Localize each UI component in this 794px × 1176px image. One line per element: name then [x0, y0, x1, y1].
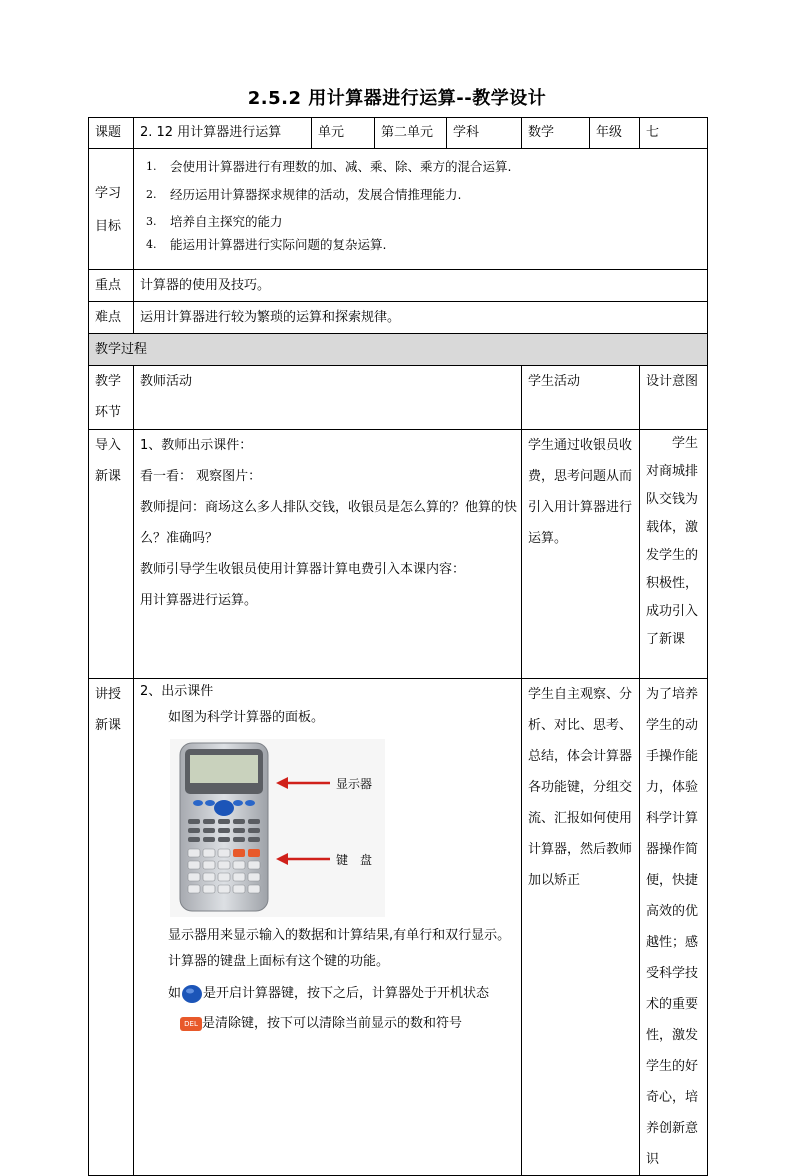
teacher-column-header [134, 366, 522, 430]
difficulty-label: 难点 [89, 302, 134, 334]
subject-label: 学科 [447, 118, 522, 149]
objective-number: 1. [146, 160, 157, 173]
objectives-label [89, 149, 134, 270]
intro-teacher-line: 教师引导学生收银员使用计算器计算电费引入本课内容： [140, 562, 466, 577]
intro-row [89, 430, 708, 679]
difficulty-row [89, 302, 708, 334]
header-row [89, 118, 708, 149]
intro-teacher-line: 看一看： 观察图片： [140, 469, 262, 484]
intro-stage [89, 430, 134, 679]
intro-student-activity [522, 430, 640, 679]
lecture-row [89, 679, 708, 1176]
grade-value: 七 [640, 118, 708, 149]
student-column-header [522, 366, 640, 430]
stage-header-line1: 教学 [95, 374, 122, 389]
key-point-label: 重点 [89, 270, 134, 302]
calculator-icon [170, 739, 385, 917]
teacher-header-text: 教师活动 [140, 374, 193, 389]
intro-stage-line1: 导入 [95, 438, 122, 453]
design-column-header [640, 366, 708, 430]
objectives-label-line2: 目标 [95, 219, 122, 234]
lecture-teacher-line3: 显示器用来显示输入的数据和计算结果,有单行和双行显示。计算器的键盘上面标有这个键的功能。 [168, 928, 511, 969]
lecture-stage-line2: 新课 [95, 718, 122, 733]
objective-item [140, 153, 707, 181]
lecture-teacher-activity [134, 679, 522, 1176]
design-header-text: 设计意图 [646, 374, 699, 389]
display-label: 显示器 [336, 777, 373, 791]
objective-text: 能运用计算器进行实际问题的复杂运算. [170, 237, 387, 252]
lecture-student-activity [522, 679, 640, 1176]
objective-text: 会使用计算器进行有理数的加、减、乘、除、乘方的混合运算. [170, 159, 512, 174]
unit-value: 第二单元 [375, 118, 447, 149]
intro-teacher-lines [140, 430, 521, 616]
intro-student-text: 学生通过收银员收费，思考问题从而引入用计算器进行运算。 [528, 438, 633, 546]
lecture-teacher-line1: 2、出示课件 [140, 684, 214, 699]
objective-number: 2. [146, 188, 157, 201]
lecture-design-intent [640, 679, 708, 1176]
subject-value: 数学 [522, 118, 590, 149]
line4-suffix: 是开启计算器键，按下之后，计算器处于开机状态 [203, 986, 490, 1001]
del-key-icon: DEL [180, 1017, 202, 1031]
objective-item [140, 181, 707, 209]
key-point-row [89, 270, 708, 302]
lecture-teacher-line4 [140, 979, 521, 1009]
grade-label: 年级 [590, 118, 640, 149]
intro-design-intent [640, 430, 708, 679]
objective-item [140, 235, 707, 255]
lesson-plan-table [88, 117, 708, 1176]
calculator-figure [170, 739, 385, 917]
power-button-icon [181, 983, 203, 1005]
stage-column-header [89, 366, 134, 430]
objective-number: 3. [146, 215, 157, 228]
objective-text: 培养自主探究的能力 [170, 214, 283, 229]
intro-design-text: 学生对商城排队交钱为载体，激发学生的积极性，成功引入了新课 [646, 436, 699, 647]
intro-teacher-line: 用计算器进行运算。 [140, 593, 258, 608]
intro-stage-line2: 新课 [95, 469, 122, 484]
unit-label: 单元 [312, 118, 375, 149]
intro-teacher-line: 1、教师出示课件： [140, 438, 253, 453]
keyboard-label: 键 盘 [336, 853, 373, 867]
line4-prefix: 如 [168, 986, 182, 1001]
objective-text: 经历运用计算器探求规律的活动，发展合情推理能力. [170, 187, 462, 202]
course-label: 课题 [89, 118, 134, 149]
intro-teacher-line: 教师提问：商场这么多人排队交钱，收银员是怎么算的？他算的快么？准确吗？ [140, 500, 518, 546]
lecture-stage [89, 679, 134, 1176]
column-header-row [89, 366, 708, 430]
objectives-list [140, 153, 707, 255]
key-point-text: 计算器的使用及技巧。 [134, 270, 708, 302]
objectives-label-line1: 学习 [95, 186, 122, 201]
lecture-student-text: 学生自主观察、分析、对比、思考、总结，体会计算器各功能键，分组交流、汇报如何使用计算器，然后教师加以矫正 [528, 687, 633, 888]
objective-item [140, 209, 707, 235]
intro-teacher-activity [134, 430, 522, 679]
lecture-teacher-line2: 如图为科学计算器的面板。 [168, 710, 325, 725]
document-title: 2.5.2 用计算器进行运算--教学设计 [247, 88, 547, 109]
objectives-row [89, 149, 708, 270]
stage-header-line2: 环节 [95, 405, 122, 420]
student-header-text: 学生活动 [528, 374, 581, 389]
difficulty-text: 运用计算器进行较为繁琐的运算和探索规律。 [134, 302, 708, 334]
process-header-row [89, 334, 708, 366]
objective-number: 4. [146, 238, 157, 251]
course-value: 2. 12 用计算器进行运算 [134, 118, 312, 149]
lecture-design-text: 为了培养学生的动手操作能力，体验科学计算器操作简便，快捷高效的优越性；感受科学技术的重要性，激发学生的好奇心，培养创新意识 [646, 687, 699, 1167]
lecture-teacher-line5 [140, 1009, 521, 1039]
process-header: 教学过程 [89, 334, 708, 366]
lecture-stage-line1: 讲授 [95, 687, 122, 702]
line5-text: 是清除键，按下可以清除当前显示的数和符号 [202, 1016, 463, 1031]
objectives-content [134, 149, 708, 270]
